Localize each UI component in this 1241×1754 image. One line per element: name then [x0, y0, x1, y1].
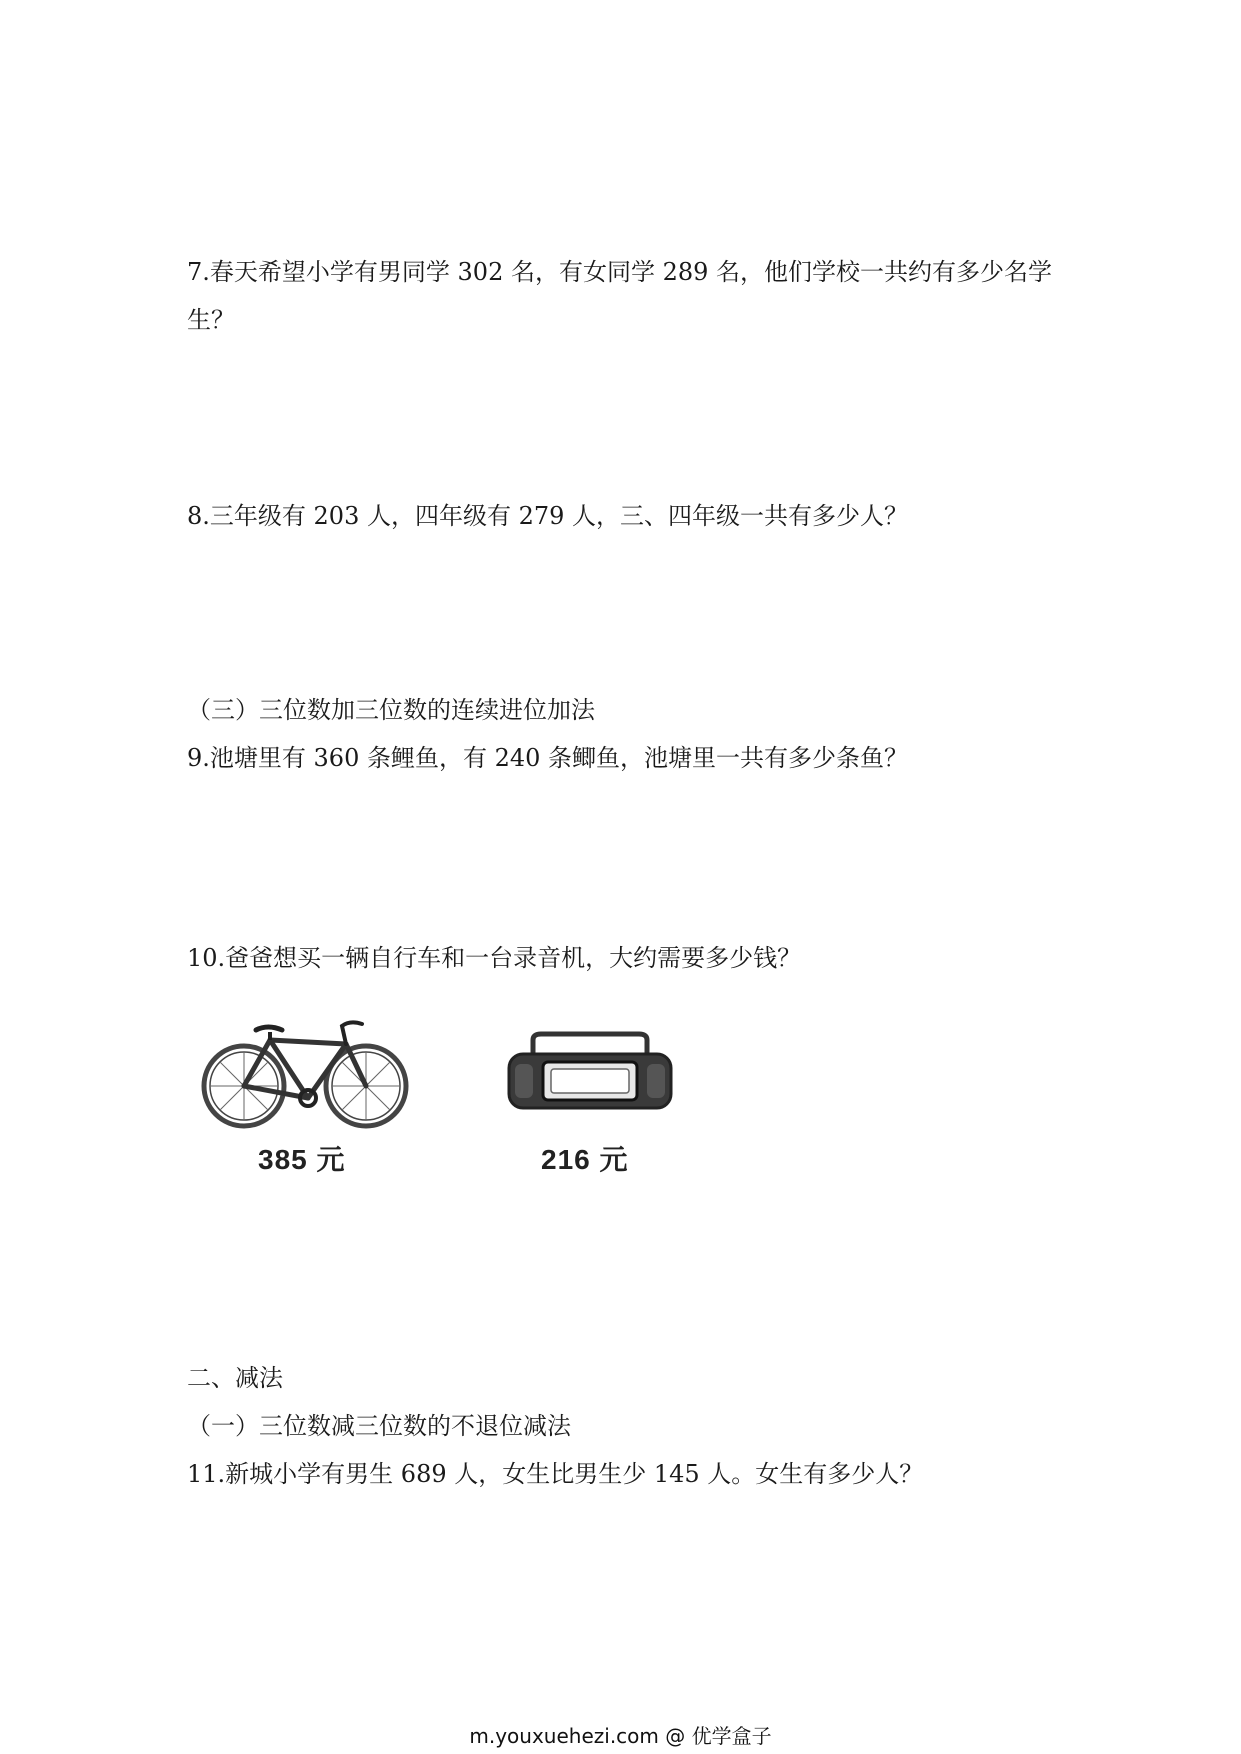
section-3-heading: （三）三位数加三位数的连续进位加法 — [187, 696, 595, 724]
question-9: 9.池塘里有 360 条鲤鱼，有 240 条鲫鱼，池塘里一共有多少条鱼？ — [187, 744, 909, 772]
question-10: 10.爸爸想买一辆自行车和一台录音机，大约需要多少钱？ — [187, 944, 802, 972]
subsection-1-heading: （一）三位数减三位数的不退位减法 — [187, 1412, 571, 1440]
bicycle-price-label: 385 元 — [258, 1144, 346, 1175]
question-11: 11.新城小学有男生 689 人，女生比男生少 145 人。女生有多少人？ — [187, 1460, 924, 1488]
question-7-line-1: 7.春天希望小学有男同学 302 名，有女同学 289 名，他们学校一共约有多少名学 — [187, 258, 1053, 286]
tape-recorder-image — [505, 1030, 675, 1114]
bicycle-image — [198, 1010, 414, 1140]
tape-recorder-price-label: 216 元 — [541, 1144, 629, 1175]
part-2-heading: 二、减法 — [187, 1364, 283, 1392]
question-7-line-2: 生？ — [187, 306, 235, 334]
footer-watermark: m.youxuehezi.com @ 优学盒子 — [469, 1724, 772, 1748]
question-8: 8.三年级有 203 人，四年级有 279 人，三、四年级一共有多少人？ — [187, 502, 909, 530]
